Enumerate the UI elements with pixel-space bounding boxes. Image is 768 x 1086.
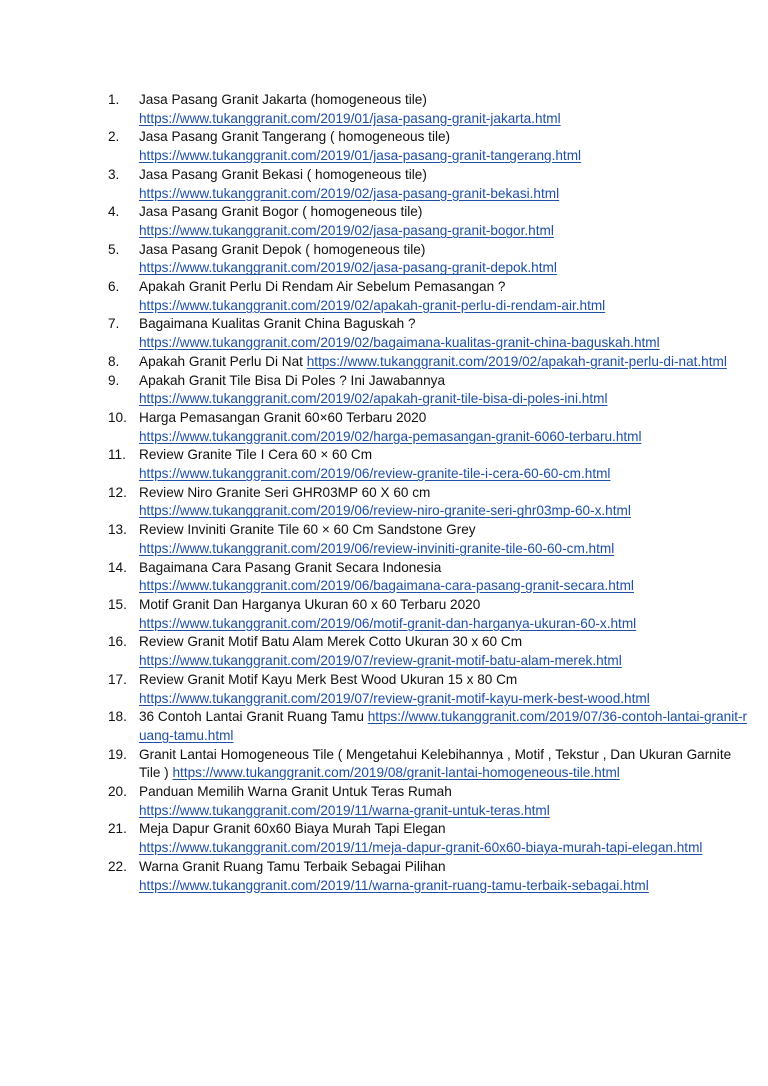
item-link[interactable]: https://www.tukanggranit.com/2019/11/meja-dapur-granit-60x60-biaya-murah-tapi-elegan.html	[139, 840, 703, 856]
item-link[interactable]: https://www.tukanggranit.com/2019/01/jasa-pasang-granit-tangerang.html	[139, 148, 582, 164]
item-number: 22.	[108, 858, 127, 874]
list-item	[108, 559, 748, 596]
item-title: Review Granit Motif Kayu Merk Best Wood Ukuran 15 x 80 Cm	[139, 671, 518, 687]
item-title: Jasa Pasang Granit Bogor ( homogeneous tile)	[139, 204, 423, 220]
list-item	[108, 91, 748, 128]
list-item	[108, 783, 748, 820]
item-number: 12.	[108, 484, 127, 500]
list-item	[108, 166, 748, 203]
item-title: Granit Lantai Homogeneous Tile ( Mengetahui Kelebihannya , Motif , Tekstur , Dan Ukuran Garnite Tile )	[139, 746, 732, 781]
item-number: 1.	[108, 92, 120, 107]
item-title: Bagaimana Kualitas Granit China Baguskah ?	[139, 316, 416, 332]
item-title: Review Granit Motif Batu Alam Merek Cotto Ukuran 30 x 60 Cm	[139, 634, 523, 650]
list-item	[108, 671, 748, 708]
item-title: Apakah Granit Perlu Di Rendam Air Sebelum Pemasangan ?	[139, 279, 506, 295]
item-title: Jasa Pasang Granit Bekasi ( homogeneous tile)	[139, 166, 427, 182]
item-number: 11.	[108, 447, 126, 463]
item-title: Bagaimana Cara Pasang Granit Secara Indonesia	[139, 559, 442, 575]
item-number: 7.	[108, 316, 120, 332]
item-number: 14.	[108, 559, 127, 575]
item-title: Warna Granit Ruang Tamu Terbaik Sebagai Pilihan	[139, 858, 446, 874]
item-number: 21.	[108, 821, 127, 837]
list-item	[108, 484, 748, 521]
item-number: 6.	[108, 279, 120, 295]
item-link[interactable]: https://www.tukanggranit.com/2019/02/jasa-pasang-granit-bekasi.html	[139, 185, 560, 201]
item-link[interactable]: https://www.tukanggranit.com/2019/06/review-granite-tile-i-cera-60-60-cm.html	[139, 466, 611, 482]
item-link[interactable]: https://www.tukanggranit.com/2019/07/review-granit-motif-kayu-merk-best-wood.html	[139, 690, 650, 706]
item-link[interactable]: https://www.tukanggranit.com/2019/07/36-contoh-lantai-granit-ruang-tamu.html	[139, 709, 748, 743]
item-link[interactable]: https://www.tukanggranit.com/2019/02/apakah-granit-perlu-di-rendam-air.html	[139, 297, 606, 313]
item-number: 3.	[108, 166, 120, 182]
item-title: Panduan Memilih Warna Granit Untuk Teras Rumah	[139, 784, 452, 800]
item-link[interactable]: https://www.tukanggranit.com/2019/11/warna-granit-untuk-teras.html	[139, 802, 550, 818]
item-number: 17.	[108, 671, 127, 687]
list-item	[108, 446, 748, 483]
item-number: 20.	[108, 784, 127, 800]
item-link[interactable]: https://www.tukanggranit.com/2019/02/apakah-granit-tile-bisa-di-poles-ini.html	[139, 391, 608, 407]
item-title: 36 Contoh Lantai Granit Ruang Tamu	[139, 709, 364, 725]
list-item	[108, 708, 748, 745]
item-title: Apakah Granit Tile Bisa Di Poles ? Ini Jawabannya	[139, 372, 446, 388]
item-number: 4.	[108, 204, 120, 220]
list-item	[108, 315, 748, 352]
item-number: 13.	[108, 522, 127, 538]
item-title: Jasa Pasang Granit Jakarta (homogeneous tile)	[139, 92, 427, 107]
item-link[interactable]: https://www.tukanggranit.com/2019/02/jasa-pasang-granit-depok.html	[139, 260, 557, 276]
item-link[interactable]: https://www.tukanggranit.com/2019/07/review-granit-motif-batu-alam-merek.html	[139, 653, 622, 669]
item-number: 5.	[108, 241, 120, 257]
item-title: Jasa Pasang Granit Depok ( homogeneous tile)	[139, 241, 426, 257]
list-item	[108, 372, 748, 409]
list-item	[108, 521, 748, 558]
list-item	[108, 353, 748, 372]
item-link[interactable]: https://www.tukanggranit.com/2019/01/jasa-pasang-granit-jakarta.html	[139, 110, 561, 126]
list-item	[108, 858, 748, 895]
item-link[interactable]: https://www.tukanggranit.com/2019/02/bagaimana-kualitas-granit-china-baguskah.html	[139, 335, 660, 351]
list-item	[108, 278, 748, 315]
item-link[interactable]: https://www.tukanggranit.com/2019/06/bagaimana-cara-pasang-granit-secara.html	[139, 578, 634, 594]
item-number: 10.	[108, 409, 127, 425]
item-link[interactable]: https://www.tukanggranit.com/2019/02/harga-pemasangan-granit-6060-terbaru.html	[139, 428, 642, 444]
list-item	[108, 633, 748, 670]
item-link[interactable]: https://www.tukanggranit.com/2019/02/apakah-granit-perlu-di-nat.html	[306, 353, 727, 369]
item-link[interactable]: https://www.tukanggranit.com/2019/11/warna-granit-ruang-tamu-terbaik-sebagai.html	[139, 877, 649, 893]
list-item	[108, 746, 748, 783]
item-title: Jasa Pasang Granit Tangerang ( homogeneous tile)	[139, 129, 451, 145]
item-number: 2.	[108, 129, 120, 145]
item-title: Review Inviniti Granite Tile 60 × 60 Cm Sandstone Grey	[139, 522, 476, 538]
item-link[interactable]: https://www.tukanggranit.com/2019/06/review-inviniti-granite-tile-60-60-cm.html	[139, 540, 615, 556]
item-number: 19.	[108, 746, 127, 762]
item-number: 15.	[108, 596, 127, 612]
item-link[interactable]: https://www.tukanggranit.com/2019/06/review-niro-granite-seri-ghr03mp-60-x.html	[139, 503, 631, 519]
article-list	[108, 91, 748, 895]
item-title: Apakah Granit Perlu Di Nat	[139, 353, 303, 369]
item-number: 16.	[108, 634, 127, 650]
item-link[interactable]: https://www.tukanggranit.com/2019/06/motif-granit-dan-harganya-ukuran-60-x.html	[139, 615, 637, 631]
item-number: 18.	[108, 709, 127, 725]
list-item	[108, 409, 748, 446]
item-title: Harga Pemasangan Granit 60×60 Terbaru 2020	[139, 409, 427, 425]
list-item	[108, 596, 748, 633]
item-link[interactable]: https://www.tukanggranit.com/2019/02/jasa-pasang-granit-bogor.html	[139, 222, 554, 238]
item-title: Meja Dapur Granit 60x60 Biaya Murah Tapi Elegan	[139, 821, 446, 837]
list-item	[108, 128, 748, 165]
list-item	[108, 241, 748, 278]
item-title: Review Granite Tile I Cera 60 × 60 Cm	[139, 447, 373, 463]
item-title: Review Niro Granite Seri GHR03MP 60 X 60 cm	[139, 484, 431, 500]
item-link[interactable]: https://www.tukanggranit.com/2019/08/granit-lantai-homogeneous-tile.html	[172, 765, 620, 781]
item-number: 9.	[108, 372, 120, 388]
list-item	[108, 820, 748, 857]
item-title: Motif Granit Dan Harganya Ukuran 60 x 60 Terbaru 2020	[139, 596, 481, 612]
list-item	[108, 203, 748, 240]
item-number: 8.	[108, 353, 120, 369]
